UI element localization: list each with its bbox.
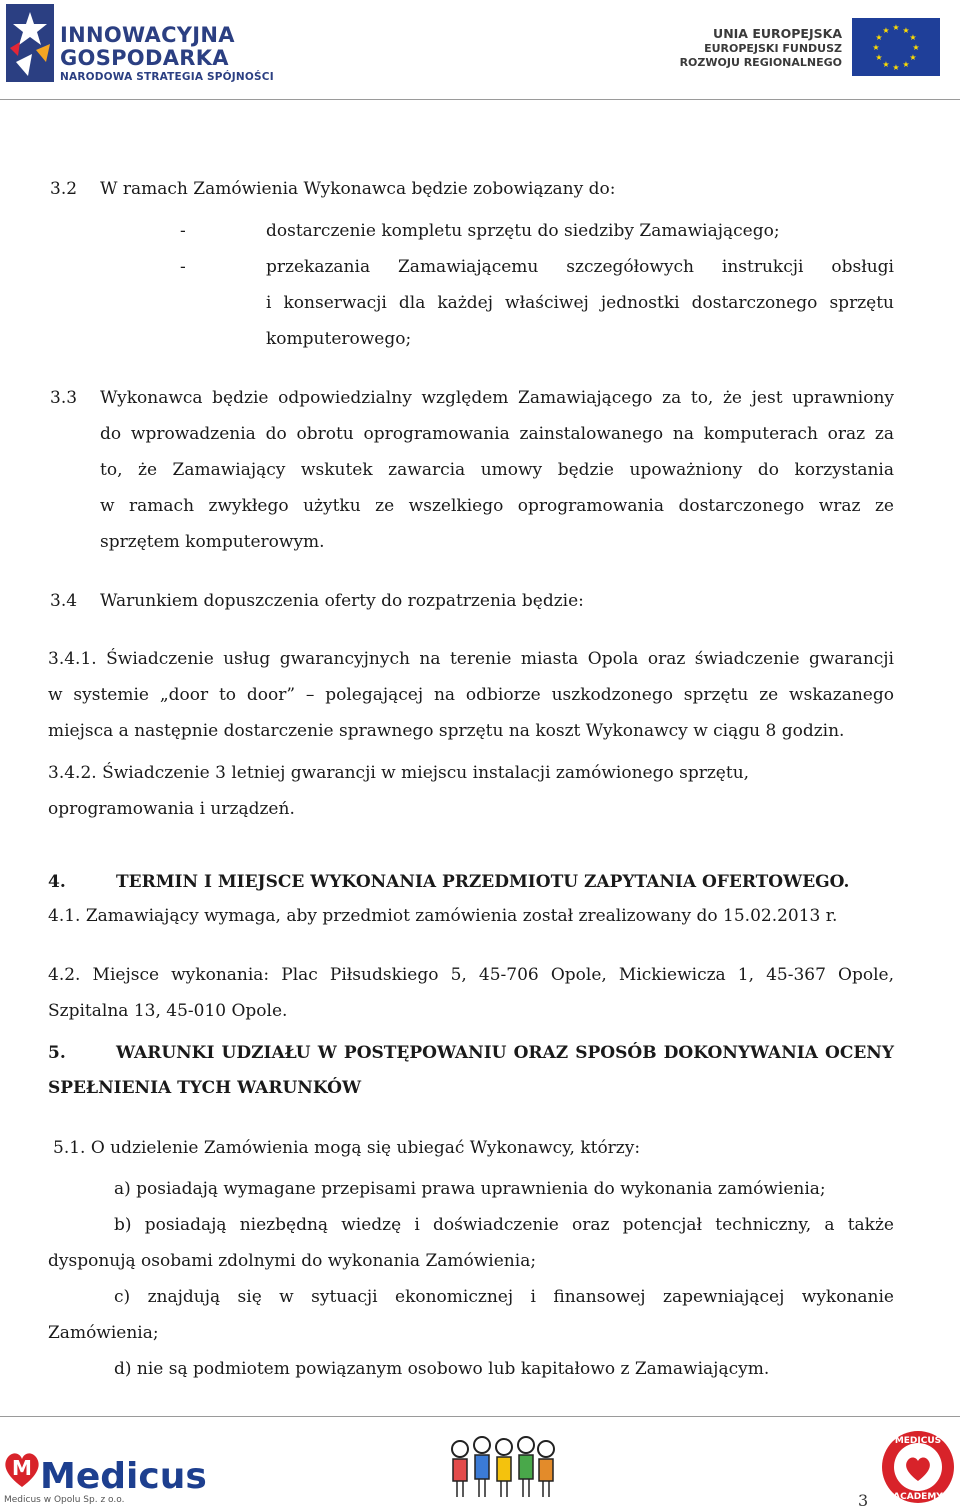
section-3-3-number: 3.3 xyxy=(50,388,78,408)
eu-flag-icon xyxy=(852,18,940,76)
list-item: komputerowego; xyxy=(266,329,412,349)
innowacyjna-gospodarka-logo-icon xyxy=(6,4,54,82)
list-item: d) nie są podmiotem powiązanym osobowo lub kapitałowo z Zamawiającym. xyxy=(114,1359,770,1379)
svg-text:★: ★ xyxy=(882,26,890,35)
svg-text:★: ★ xyxy=(902,26,910,35)
paragraph-line: 4.1. Zamawiający wymaga, aby przedmiot zamówienia został zrealizowany do 15.02.2013 r. xyxy=(48,906,838,926)
medicus-logo-icon xyxy=(0,1441,207,1501)
list-item: c) znajdują się w sytuacji ekonomicznej i finansowej zapewniającej wykonanie xyxy=(114,1287,894,1307)
svg-text:★: ★ xyxy=(912,43,920,52)
section-4-number: 4. xyxy=(48,872,66,892)
section-5-number: 5. xyxy=(48,1043,66,1063)
section-5-heading: SPEŁNIENIA TYCH WARUNKÓW xyxy=(48,1078,362,1098)
paragraph-line: 3.4.2. Świadczenie 3 letniej gwarancji w miejscu instalacji zamówionego sprzętu, xyxy=(48,763,750,783)
list-dash: - xyxy=(180,257,186,277)
svg-text:★: ★ xyxy=(909,33,917,42)
medicus-company-name: Medicus w Opolu Sp. z o.o. xyxy=(4,1495,125,1505)
paragraph-line: 5.1. O udzielenie Zamówienia mogą się ubiegać Wykonawcy, którzy: xyxy=(53,1138,641,1158)
paragraph-line: miejsca a następnie dostarczenie sprawnego sprzętu na koszt Wykonawcy w ciągu 8 godzin. xyxy=(48,721,845,741)
svg-text:★: ★ xyxy=(909,53,917,62)
paragraph-line: Szpitalna 13, 45-010 Opole. xyxy=(48,1001,288,1021)
paragraph-line: oprogramowania i urządzeń. xyxy=(48,799,295,819)
paragraph-line: 3.4.1. Świadczenie usług gwarancyjnych na terenie miasta Opola oraz świadczenie gwarancji xyxy=(48,649,894,669)
page-header xyxy=(0,0,960,100)
paragraph-line: w ramach zwykłego użytku ze wszelkiego oprogramowania dostarczonego wraz ze xyxy=(100,496,894,516)
list-item: i konserwacji dla każdej właściwej jednostki dostarczonego sprzętu xyxy=(266,293,894,313)
svg-text:★: ★ xyxy=(872,43,880,52)
paragraph-line: sprzętem komputerowym. xyxy=(100,532,325,552)
list-dash: - xyxy=(180,221,186,241)
eu-line3: ROZWOJU REGIONALNEGO xyxy=(679,56,842,69)
section-3-4-heading: Warunkiem dopuszczenia oferty do rozpatrzenia będzie: xyxy=(100,591,584,611)
section-5-heading: WARUNKI UDZIAŁU W POSTĘPOWANIU ORAZ SPOSÓB DOKONYWANIA OCENY xyxy=(116,1043,894,1063)
ig-line1: INNOWACYJNA xyxy=(60,23,235,47)
svg-text:★: ★ xyxy=(892,23,900,32)
svg-text:★: ★ xyxy=(902,60,910,69)
badge-bottom-text: ACADEMY xyxy=(893,1492,943,1502)
paragraph-line: w systemie „door to door” – polegającej na odbiorze uszkodzonego sprzętu ze wskazanego xyxy=(48,685,894,705)
svg-text:★: ★ xyxy=(882,60,890,69)
list-item: dysponują osobami zdolnymi do wykonania Zamówienia; xyxy=(48,1251,537,1271)
innowacyjna-gospodarka-text xyxy=(60,24,274,85)
eu-line2: EUROPEJSKI FUNDUSZ xyxy=(704,42,842,55)
children-drawing-icon xyxy=(448,1431,558,1501)
svg-text:★: ★ xyxy=(892,63,900,72)
section-3-4-number: 3.4 xyxy=(50,591,78,611)
section-3-2-heading: W ramach Zamówienia Wykonawca będzie zobowiązany do: xyxy=(100,179,616,199)
paragraph-line: do wprowadzenia do obrotu oprogramowania zainstalowanego na komputerach oraz za xyxy=(100,424,894,444)
svg-text:M: M xyxy=(12,1456,32,1480)
ig-line2: GOSPODARKA xyxy=(60,46,229,70)
eu-fund-text xyxy=(680,26,842,70)
ig-line3: NARODOWA STRATEGIA SPÓJNOŚCI xyxy=(60,71,274,83)
page-footer xyxy=(0,1416,960,1510)
badge-top-text: MEDICUS xyxy=(894,1436,942,1446)
paragraph-line: Wykonawca będzie odpowiedzialny względem Zamawiającego za to, że jest uprawniony xyxy=(100,388,894,408)
eu-line1: UNIA EUROPEJSKA xyxy=(713,26,842,41)
paragraph-line: to, że Zamawiający wskutek zawarcia umowy będzie upoważniony do korzystania xyxy=(100,460,894,480)
list-item: b) posiadają niezbędną wiedzę i doświadczenie oraz potencjał techniczny, a także xyxy=(114,1215,894,1235)
medicus-academy-badge-icon xyxy=(880,1429,956,1505)
medicus-logo-text: Medicus xyxy=(40,1456,207,1497)
list-item: dostarczenie kompletu sprzętu do siedziby Zamawiającego; xyxy=(266,221,780,241)
page-number: 3 xyxy=(858,1491,869,1510)
svg-text:★: ★ xyxy=(875,33,883,42)
list-item: przekazania Zamawiającemu szczegółowych instrukcji obsługi xyxy=(266,257,894,277)
section-3-2-number: 3.2 xyxy=(50,179,78,199)
svg-text:★: ★ xyxy=(875,53,883,62)
paragraph-line: 4.2. Miejsce wykonania: Plac Piłsudskiego 5, 45-706 Opole, Mickiewicza 1, 45-367 Opole, xyxy=(48,965,894,985)
list-item: a) posiadają wymagane przepisami prawa uprawnienia do wykonania zamówienia; xyxy=(114,1179,826,1199)
list-item: Zamówienia; xyxy=(48,1323,159,1343)
section-4-heading: TERMIN I MIEJSCE WYKONANIA PRZEDMIOTU ZAPYTANIA OFERTOWEGO. xyxy=(116,872,850,892)
